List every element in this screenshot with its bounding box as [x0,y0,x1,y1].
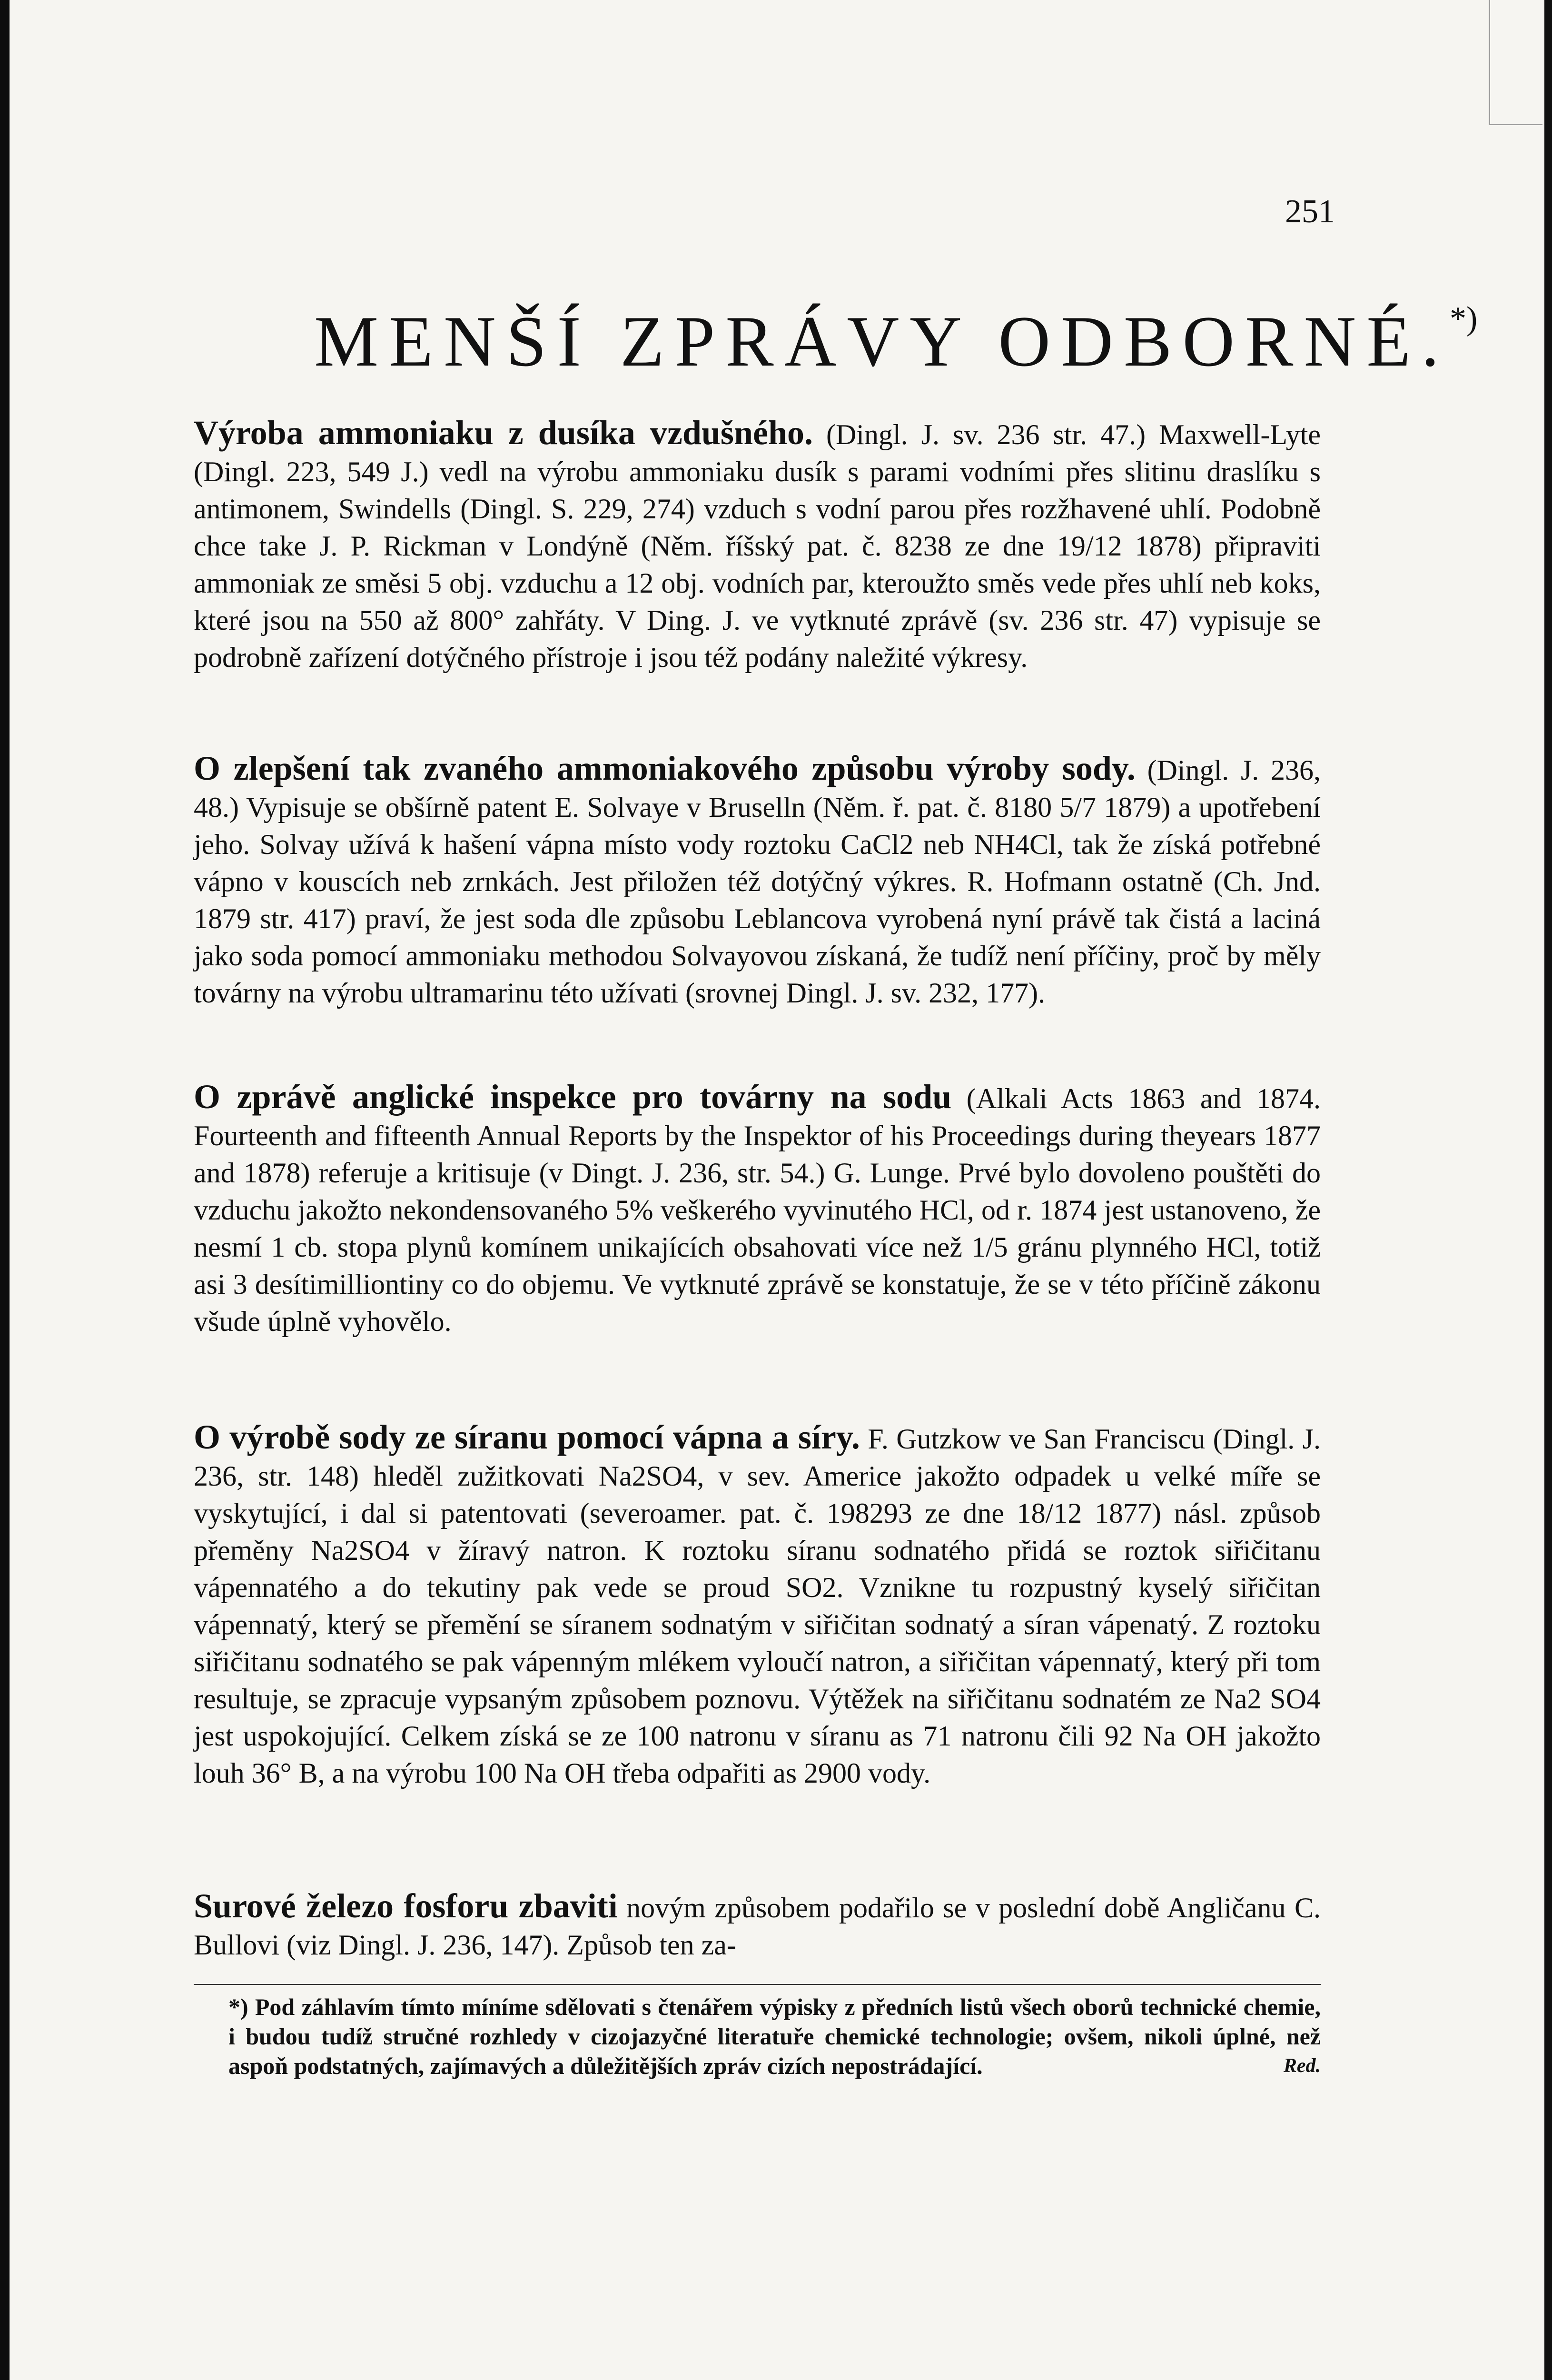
scan-edge-left [0,0,10,2380]
footnote-marker: *) [228,1993,248,2020]
page-number: 251 [1285,193,1335,230]
page-title [314,300,1478,383]
section-anglicka-inspekce [194,1078,1321,1340]
section-surove-zelezo [194,1887,1321,1964]
scan-corner-mark [1489,0,1542,125]
section-body: (Alkali Acts 1863 and 1874. Fourteenth and fifteenth Annual Reports by the Inspektor of his Proceedings during theyears 1877 and 1878) referuje a kritisuje (v Dingt. J. 236, str. 54.) G. Lunge. Prvé bylo dovoleno pouštěti do vzduchu jakožto nekondensovaného 5% veškerého vyvinutého HCl, od r. 1874 jest ustanoveno, že nesmí 1 cb. stopa plynů komínem unikajících obsahovati více než 1/5 gránu plynného HCl, totiž asi 3 desítimilliontiny co do objemu. Ve vytknuté zprávě se konstatuje, že se v této příčině zákonu všude úplně vyhovělo. [194,1083,1321,1337]
footnote-text: Pod záhlavím tímto míníme sdělovati s čtenářem výpisky z předních listů všech oborů technické chemie, i budou tudíž stručné rozhledy v cizojazyčné literatuře chemické technologie; ovšem, nikoli úplné, než aspoň podstatných, zajímavých a důležitějších zpráv cizích nepostrádající. [228,1993,1321,2079]
section-soda-ammoniak [194,750,1321,1012]
section-vyroba-sody [194,1418,1321,1792]
section-heading: Výroba ammoniaku z dusíka vzdušného. [194,414,813,452]
footnote-signature: Red. [1283,2055,1321,2077]
scan-edge-right [1544,0,1552,2380]
title-footnote-mark: *) [1450,300,1478,337]
section-heading: O zlepšení tak zvaného ammoniakového způsobu výroby sody. [194,749,1136,787]
footnote [228,1992,1321,2081]
page-title-text: MENŠÍ ZPRÁVY ODBORNÉ. [314,301,1450,381]
section-heading: O zprávě anglické inspekce pro továrny na sodu [194,1078,952,1116]
section-body: (Dingl. J. 236, 48.) Vypisuje se obšírně patent E. Solvaye v Bruselln (Něm. ř. pat. č. 8180 5/7 1879) a upotřebení jeho. Solvay užívá k hašení vápna místo vody roztoku CaCl2 neb NH4Cl, tak že získá potřebné vápno v kouscích neb zrnkách. Jest přiložen též dotýčný výkres. R. Hofmann ostatně (Ch. Jnd. 1879 str. 417) praví, že jest soda dle způsobu Leblancova vyrobená nyní právě tak čistá a laciná jako soda pomocí ammoniaku methodou Solvayovou získaná, že tudíž není příčiny, proč by měly továrny na výrobu ultramarinu této užívati (srovnej Dingl. J. sv. 232, 177). [194,754,1321,1009]
section-heading: Surové železo fosforu zbaviti [194,1887,618,1925]
section-ammoniak [194,414,1321,676]
footnote-divider [194,1984,1321,1985]
section-heading: O výrobě sody ze síranu pomocí vápna a síry. [194,1418,860,1456]
section-body: F. Gutzkow ve San Franciscu (Dingl. J. 236, str. 148) hleděl zužitkovati Na2SO4, v sev. Americe jakožto odpadek u velké míře se vyskytující, i dal si patentovati (severoamer. pat. č. 198293 ze dne 18/12 1877) násl. způsob přeměny Na2SO4 v žíravý natron. K roztoku síranu sodnatého přidá se roztok siřičitanu vápennatého a do tekutiny pak vede se proud SO2. Vznikne tu rozpustný kyselý siřičitan vápennatý, který se přemění se síranem sodnatým v siřičitan sodnatý a síran vápenatý. Z roztoku siřičitanu sodnatého se pak vápenným mlékem vyloučí natron, a siřičitan vápennatý, který při tom resultuje, se zpracuje vypsaným způsobem poznovu. Výtěžek na siřičitanu sodnatém ze Na2 SO4 jest uspokojující. Celkem získá se ze 100 natronu v síranu as 71 natronu čili 92 Na OH jakožto louh 36° B, a na výrobu 100 Na OH třeba odpařiti as 2900 vody. [194,1423,1321,1789]
section-body: novým způsobem podařilo se v poslední době Angličanu C. Bullovi (viz Dingl. J. 236, 147). Způsob ten za- [194,1892,1321,1961]
section-body: (Dingl. J. sv. 236 str. 47.) Maxwell-Lyte (Dingl. 223, 549 J.) vedl na výrobu ammoniaku dusík s parami vodními přes slitinu draslíku s antimonem, Swindells (Dingl. S. 229, 274) vzduch s vodní parou přes rozžhavené uhlí. Podobně chce take J. P. Rickman v Londýně (Něm. říšský pat. č. 8238 ze dne 19/12 1878) připraviti ammoniak ze směsi 5 obj. vzduchu a 12 obj. vodních par, kteroužto směs vede přes uhlí neb koks, které jsou na 550 až 800° zahřáty. V Ding. J. ve vytknuté zprávě (sv. 236 str. 47) vypisuje se podrobně zařízení dotýčného přístroje i jsou též podány naležité výkresy. [194,419,1321,673]
